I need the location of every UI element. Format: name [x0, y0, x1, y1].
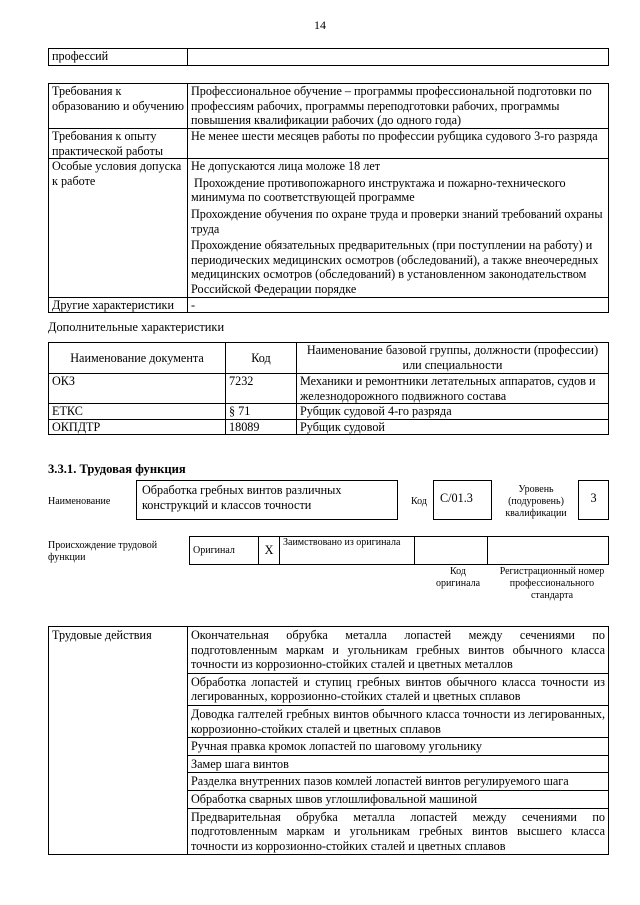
additional-row	[49, 374, 609, 404]
cell-document: ОКЗ	[49, 374, 226, 404]
cell-code: 18089	[226, 419, 297, 435]
prev-label-cell: профессий	[49, 49, 188, 66]
header-document: Наименование документа	[49, 343, 226, 374]
action-item: Замер шага винтов	[188, 755, 609, 773]
code-original-caption: Код оригинала	[435, 566, 481, 589]
row-value: Профессиональное обучение – программы профессиональной подготовки по профессиям рабочих, программы переподготовки рабочих, программы повышения квалификации рабочих (до одного года)	[188, 84, 609, 129]
cell-code: 7232	[226, 374, 297, 404]
prev-table-fragment	[48, 48, 609, 66]
code-box: С/01.3	[433, 480, 492, 520]
labor-actions-table	[48, 626, 609, 855]
cell-document: ЕТКС	[49, 404, 226, 420]
action-item: Окончательная обрубка металла лопастей между сечениями по подготовленным маркам и угольникам гребных винтов обычного класса точности из коррозионно-стойких сталей и цветных металлов	[188, 627, 609, 674]
level-box: 3	[578, 480, 609, 520]
row-value: -	[188, 297, 609, 313]
additional-characteristics-title: Дополнительные характеристики	[48, 320, 225, 334]
education-row	[49, 84, 609, 129]
row-label: Другие характеристики	[49, 297, 188, 313]
actions-label: Трудовые действия	[49, 627, 188, 855]
action-item: Обработка лопастей и ступиц гребных винтов обычного класса точности из легированных, коррозионно-стойких сталей и цветных сплавов	[188, 673, 609, 705]
function-name-box: Обработка гребных винтов различных конструкций и классов точности	[136, 480, 398, 520]
original-cell: Оригинал	[190, 537, 259, 565]
action-item: Разделка внутренних пазов комлей лопастей винтов регулируемого шага	[188, 773, 609, 791]
action-row	[49, 627, 609, 674]
row-label: Требования к образованию и обучению	[49, 84, 188, 129]
origin-table	[189, 536, 609, 565]
action-item: Ручная правка кромок лопастей по шаговому угольнику	[188, 738, 609, 756]
code-label: Код	[411, 496, 427, 507]
experience-row	[49, 129, 609, 159]
row-value: Не допускаются лица моложе 18 лет Прохождение противопожарного инструктажа и пожарно-технического минимума по соответствующей программе Прохождение обучения по охране труда и проверки знаний требований охраны труда Прохождение обязательных предварительных (при поступлении на работу) и периодических медицинских осмотров (обследований), а также внеочередных медицинских осмотров (обследований) в установленном законодательством Российской Федерации порядке	[188, 159, 609, 297]
name-label: Наименование	[48, 496, 111, 507]
page-number: 14	[314, 18, 326, 32]
reg-number-caption: Регистрационный номер профессионального стандарта	[499, 566, 605, 601]
special-conditions-row	[49, 159, 609, 297]
header-code: Код	[226, 343, 297, 374]
row-label: Особые условия допуска к работе	[49, 159, 188, 297]
cell-group: Механики и ремонтники летательных аппаратов, судов и железнодорожного подвижного состава	[297, 374, 609, 404]
borrowed-cell: Заимствовано из оригинала	[280, 537, 415, 565]
additional-characteristics-table	[48, 342, 609, 435]
function-title: 3.3.1. Трудовая функция	[48, 462, 186, 476]
row-label: Требования к опыту практической работы	[49, 129, 188, 159]
action-item: Обработка сварных швов углошлифовальной машиной	[188, 790, 609, 808]
additional-row	[49, 419, 609, 435]
general-requirements-table	[48, 83, 609, 313]
cell-group: Рубщик судовой 4-го разряда	[297, 404, 609, 420]
cell-code: § 71	[226, 404, 297, 420]
cell-group: Рубщик судовой	[297, 419, 609, 435]
action-item: Доводка галтелей гребных винтов обычного класса точности из легированных, коррозионно-стойких сталей и цветных сплавов	[188, 705, 609, 737]
row-value: Не менее шести месяцев работы по профессии рубщика судового 3-го разряда	[188, 129, 609, 159]
action-item: Предварительная обрубка металла лопастей между сечениями по подготовленным маркам и угольникам гребных винтов высшего класса точности из коррозионно-стойких сталей и цветных сплавов	[188, 808, 609, 855]
original-mark-cell: Х	[259, 537, 280, 565]
cell-document: ОКПДТР	[49, 419, 226, 435]
prev-value-cell	[188, 49, 609, 66]
level-label: Уровень (подуровень) квалификации	[505, 484, 567, 519]
reg-number-cell	[488, 537, 609, 565]
additional-header-row	[49, 343, 609, 374]
header-group: Наименование базовой группы, должности (профессии) или специальности	[297, 343, 609, 374]
code-original-cell	[415, 537, 488, 565]
additional-row	[49, 404, 609, 420]
origin-label: Происхождение трудовой функции	[48, 540, 158, 563]
other-characteristics-row	[49, 297, 609, 313]
